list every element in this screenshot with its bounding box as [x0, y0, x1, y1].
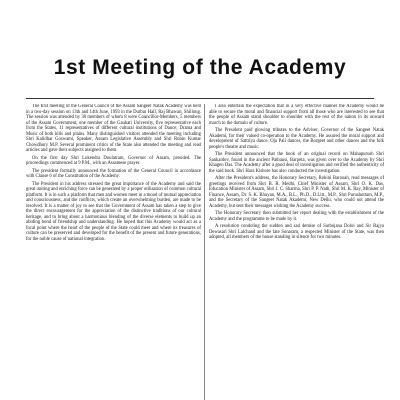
paragraph: The president formally announced the formation of the General Council in accordance with Clause 6 of the Constitution of the Academy. [26, 168, 201, 179]
paragraph: On the first day Shri Lokendra Doulatram, Governor of Assam, presided. The proceedings commenced at 9 P.M., with an Assamese prayer. [26, 155, 201, 166]
article-headline: 1st Meeting of the Academy [53, 56, 347, 79]
column-divider [204, 104, 205, 400]
paragraph: The Honorary Secretary then submitted her report dealing with the establishment of the Academy and the programme to be made by it. [209, 211, 384, 222]
paragraph: The President in his address stressed the great importance of the Academy and said the great uniting and enriching force can be generated by a proper utilisation of common cultural platform. It is in such a platform that men and women meet in a mood of mutual appreciation and consciousness, and the conflicts, which create an overwhelming burden, are made to be resolved. It is a matter of joy to see that the Government of Assam has taken a step to give the direct encouragement for the appreciation of the distinctive traditions of our cultural heritage, and to bring about a harmonious blending of the diverse elements to build up an abiding bond of friendship and understanding. He hoped that this Academy would act as a focal point where the heart of the people of the State could meet and where its treasures of culture can be preserved and developed for the benefit of the present and future generations, for the noble cause of national integration. [26, 181, 201, 242]
paragraph: The President announced that the book of an original record on Mahapurush Shri Sankardev, found in the ancient Patbausi, Barpeta, was given over to the Academy by Shri Khagen Das. The Academy after a good deal of investigation and verified the authenticity of the said book. Shri Hara Kishore has also conducted the investigation. [209, 152, 384, 174]
headline-rule [26, 98, 374, 99]
left-column [26, 104, 201, 400]
paragraph: The first meeting of the General Council of the Assam Sangeet Natak Academy was held in a two-day session on 13th and 14th June, 1993 in the Durbar Hall, Raj Bhawan, Shillong. The session was attended by 30 members of whom 8 were Councillor-Members, 5 members of the Assam Government, one member of the Gauhati University, five representative each from the States, 11 representatives of different cultural institutions of Dance, Drama and Music of both hills and plains. Many distinguished visitors attended the meeting including Shri Kalidhar Goswami, Speaker, Assam Legislative Assembly and Shri Robin Kumar Chowdhury M.P. Several prominent critics of the State also attended the meeting and read articles and gave their subjects assigned to them. [26, 104, 201, 153]
paragraph: A resolution condoling the sudden and sad demise of Sarbojana Doloi and Sir Rajya Dewasari Shri Lalchand and the late Sonaram, a respected Minister of the State, was then adopted, all members of the house standing in silence for two minutes. [209, 224, 384, 240]
paragraph: After the President's address, the Honorary Secretary, Rohini Barooah, read messages of greetings received from Shri B. R. Medhi, Chief Minister of Assam, Shri O. K. Das, Education Minister of Assam, Shri J. C. Sharma, Shri P. P. Nath, Shri M. K. Ray, Minister of Finance, Assam, Dr. S. K. Bhuyan, M.A., B.L., Ph.D., D.Litt., M.P., Shri Purushottam, M.P., and the Secretary of the Sangeet Natak Akademi, New Delhi, who could not attend the Academy, but sent their messages wishing the Academy success. [209, 176, 384, 209]
paragraph: I also entertain the expectation that in a very effective manner the Academy would be able to secure the moral and financial support from all those who are interested to see that the people of Assam stand shoulder to shoulder with the rest of the nation in its onward march to the domain of culture. [209, 104, 384, 126]
paragraph: The President paid glowing tributes to the Adviser, Governor of the Sangeet Natak Akademi, for their valued co-operation to the Academy. He assured the moral support and development of Sattriya dance, Oja Pali dances, the Borgeet and other dances and the folk people's theatre and music. [209, 128, 384, 150]
right-column [209, 104, 384, 400]
